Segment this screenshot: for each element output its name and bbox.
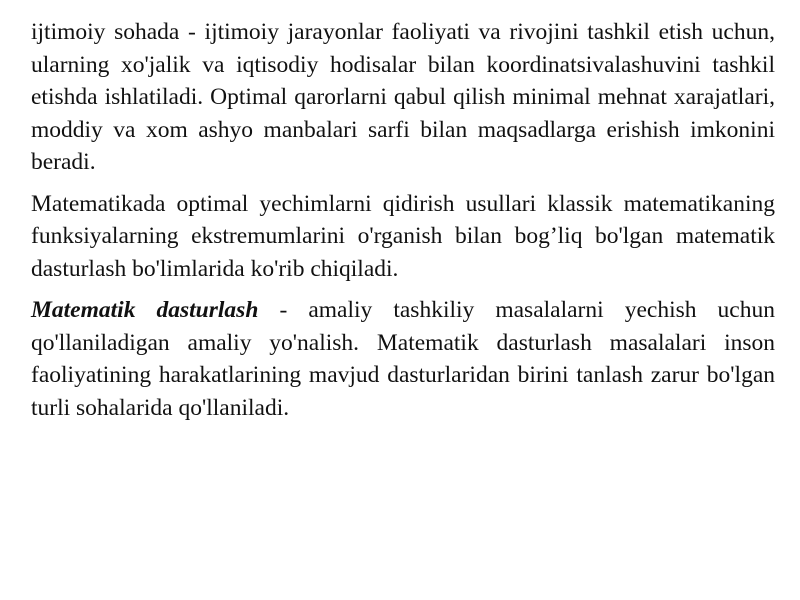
paragraph-math-programming-definition [31, 294, 775, 424]
paragraph-optimal-methods [31, 188, 775, 286]
document-page [31, 16, 775, 424]
defined-term: Matematik dasturlash [31, 297, 259, 323]
paragraph-text: ijtimoiy sohada - ijtimoiy jarayonlar faoliyati va rivojini tashkil etish uchun, ularning xo'jalik va iqtisodiy hodisalar bilan koordinatsivalashuvini tashkil etishda ishlatiladi. Optimal qarorlarni qabul qilish minimal mehnat xarajatlari, moddiy va xom ashyo manbalari sarfi bilan maqsadlarga erishish imkonini beradi. [31, 19, 775, 175]
paragraph-text: Matematikada optimal yechimlarni qidirish usullari klassik matematikaning funksiyalarning ekstremumlarini o'rganish bilan bog’liq bo'lgan matematik dasturlash bo'limlarida ko'rib chiqiladi. [31, 190, 775, 282]
paragraph-text: - amaliy tashkiliy masalalarni yechish uchun qo'llaniladigan amaliy yo'nalish. Matematik dasturlash masalalari inson faoliyatining harakatlarining mavjud dasturlaridan birini tanlash zarur bo'lgan turli sohalarida qo'llaniladi. [31, 297, 775, 421]
paragraph-social-sphere [31, 16, 775, 179]
